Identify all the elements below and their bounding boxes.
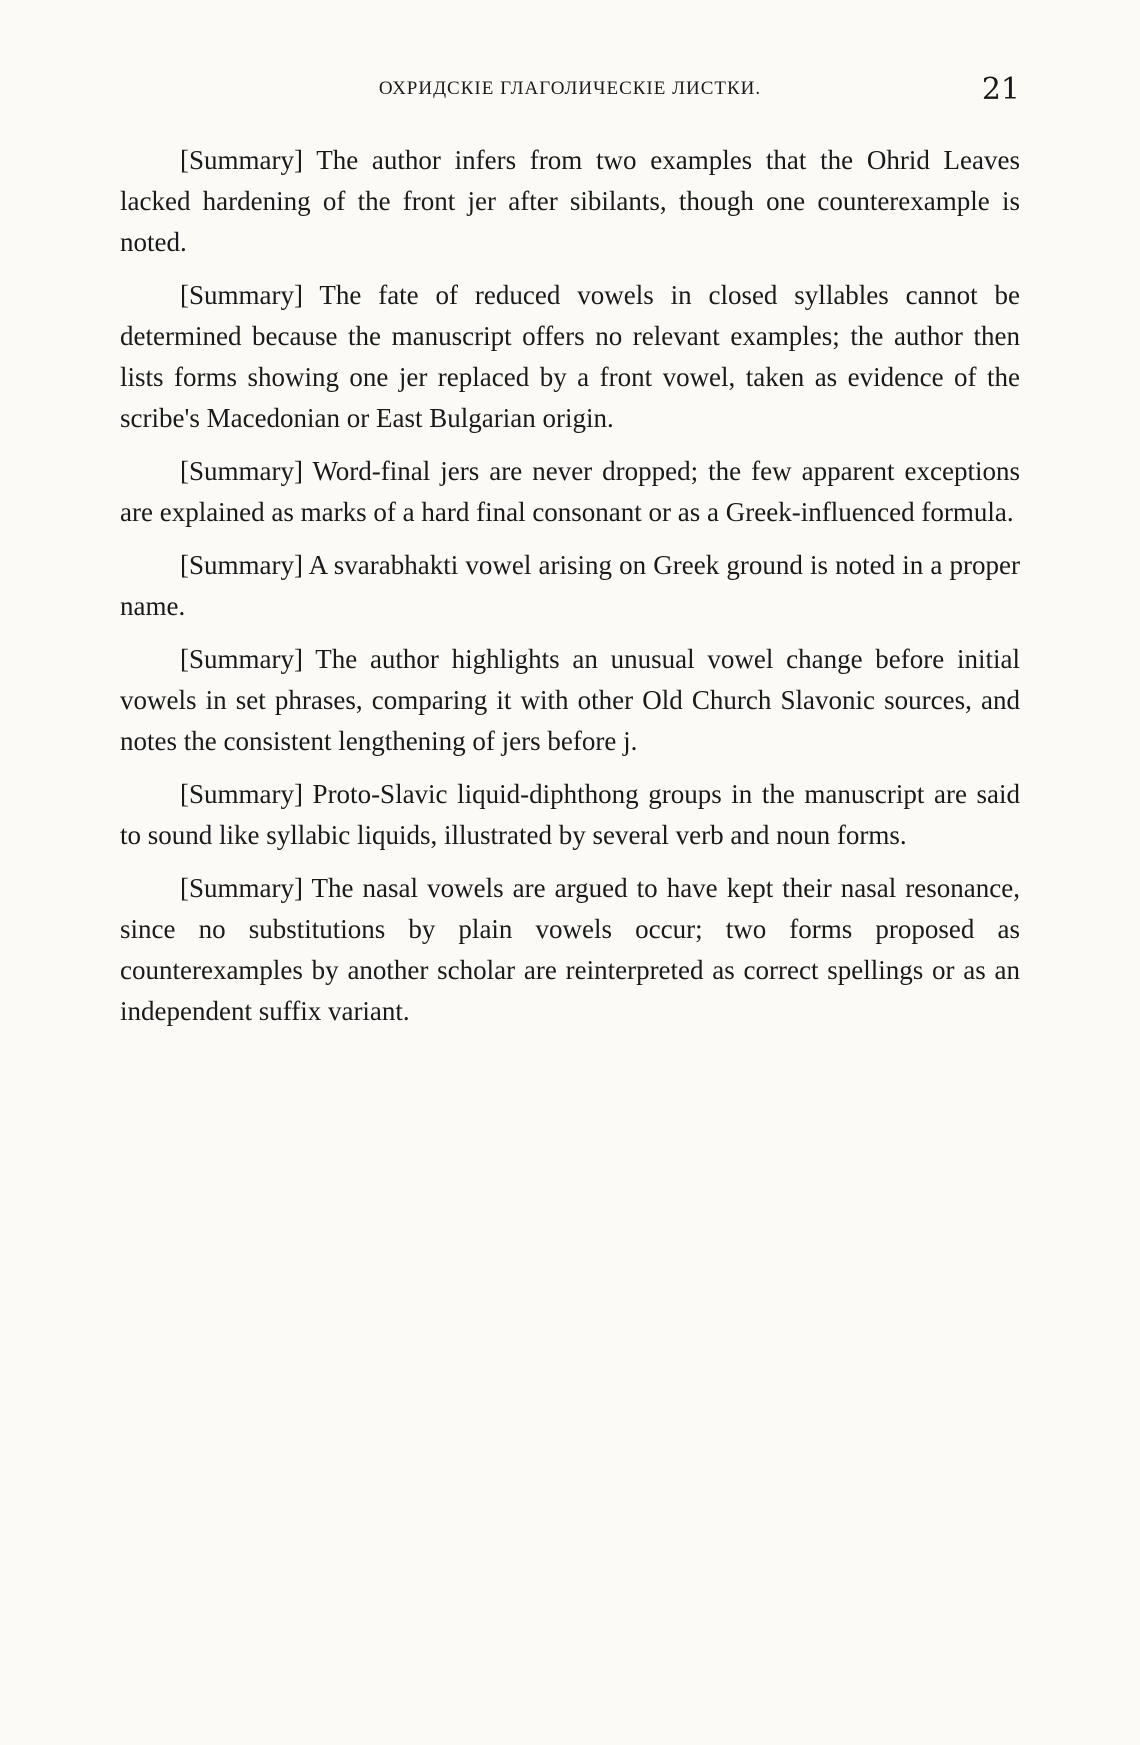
running-title: ОХРИДСКІЕ ГЛАГОЛИЧЕСКІЕ ЛИСТКИ. — [378, 78, 762, 99]
paragraph-summary: [Summary] The fate of reduced vowels in closed syllables cannot be determined because the manuscript offers no relevant examples; the author then lists forms showing one jer replaced by a front vowel, taken as evidence of the scribe's Macedonian or East Bulgarian origin. — [120, 280, 1020, 433]
page-number: 21 — [981, 72, 1020, 107]
running-header — [120, 72, 1020, 107]
paragraph-summary: [Summary] The author infers from two examples that the Ohrid Leaves lacked hardening of the front jer after sibilants, though one counterexample is noted. — [120, 145, 1020, 257]
paragraph-summary: [Summary] Proto-Slavic liquid-diphthong groups in the manuscript are said to sound like syllabic liquids, illustrated by several verb and noun forms. — [120, 779, 1020, 850]
page-body — [120, 140, 1020, 1032]
paragraph-summary: [Summary] The nasal vowels are argued to have kept their nasal resonance, since no substitutions by plain vowels occur; two forms proposed as counterexamples by another scholar are reinterpreted as correct spellings or as an independent suffix variant. — [120, 873, 1020, 1026]
paragraph-summary: [Summary] Word-final jers are never dropped; the few apparent exceptions are explained as marks of a hard final consonant or as a Greek-influenced formula. — [120, 456, 1020, 527]
paragraph-summary: [Summary] The author highlights an unusual vowel change before initial vowels in set phrases, comparing it with other Old Church Slavonic sources, and notes the consistent lengthening of jers before j. — [120, 644, 1020, 756]
paragraph-summary: [Summary] A svarabhakti vowel arising on Greek ground is noted in a proper name. — [120, 550, 1020, 621]
